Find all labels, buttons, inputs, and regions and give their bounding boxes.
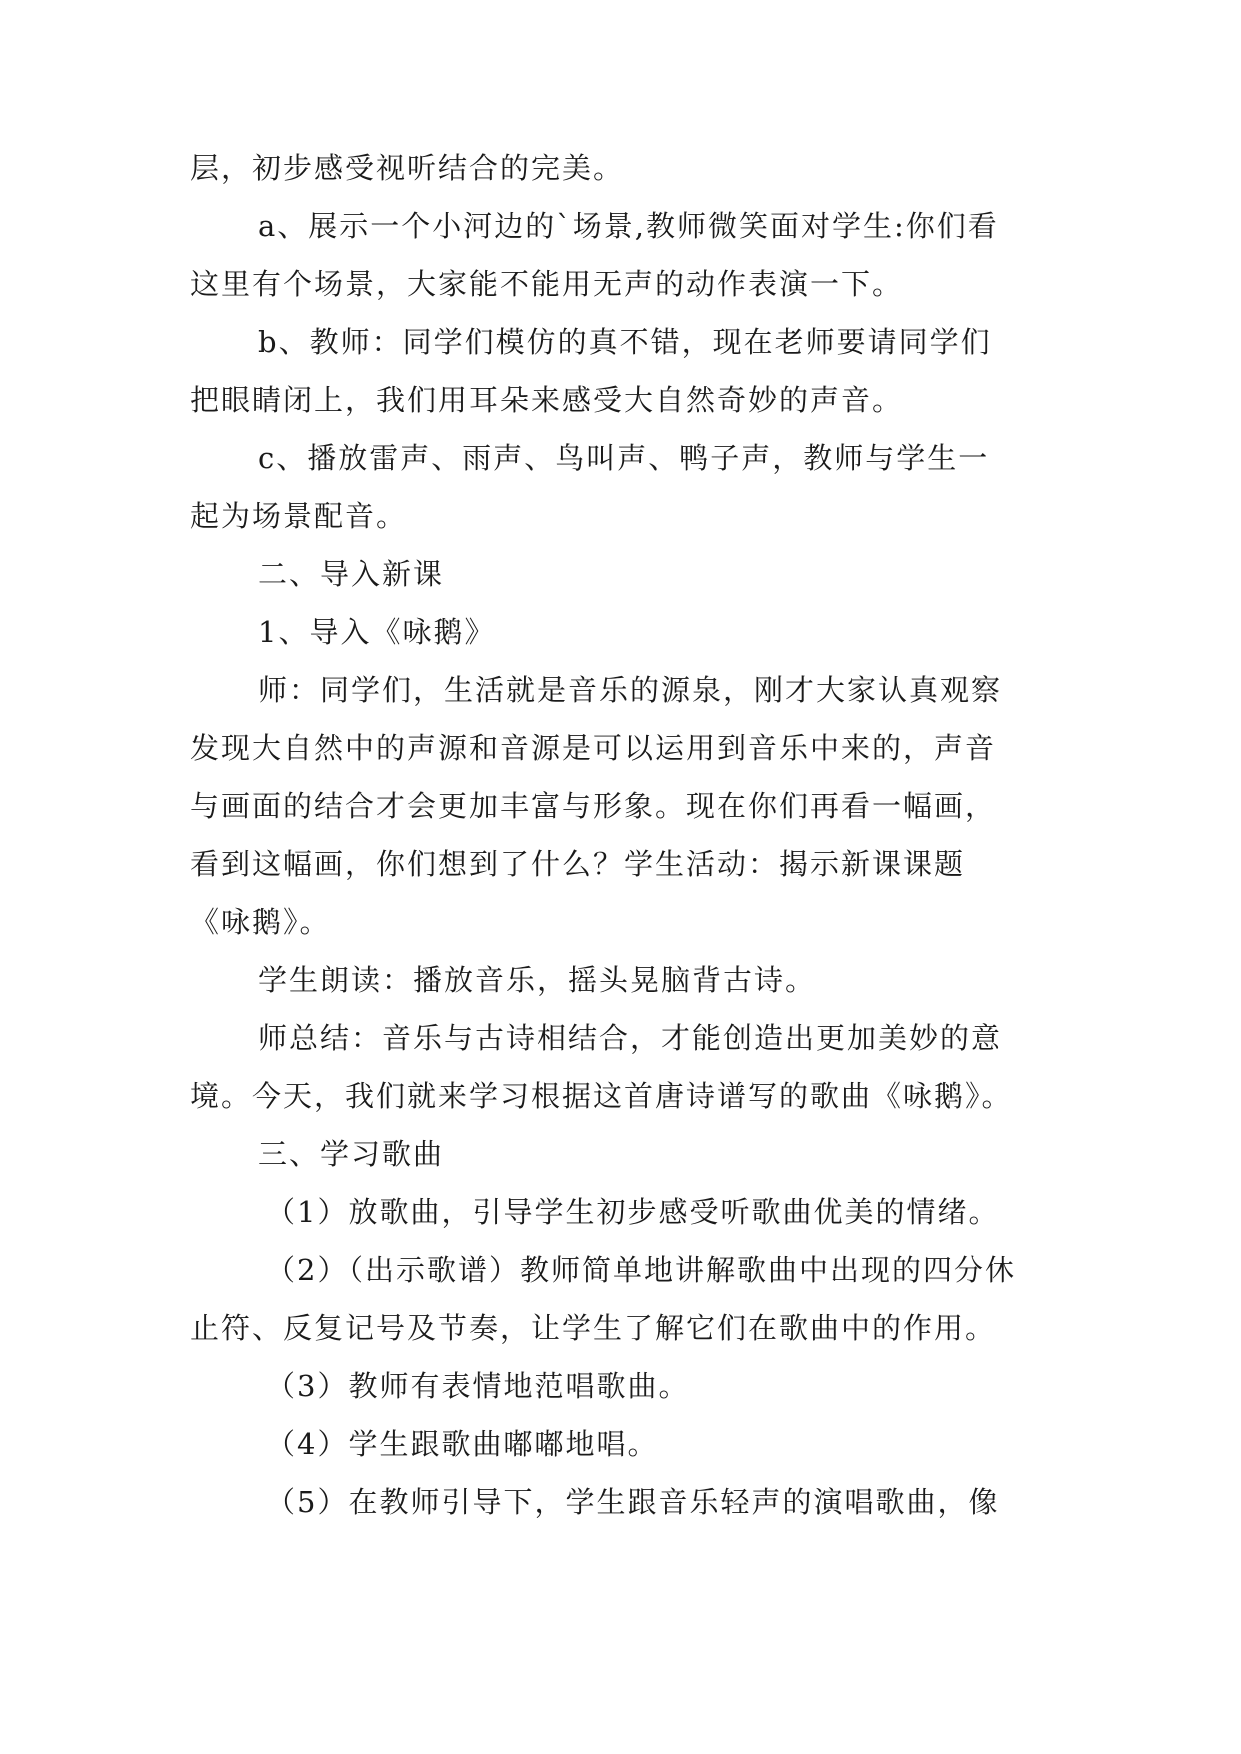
text-line: 与画面的结合才会更加丰富与形象。现在你们再看一幅画， xyxy=(190,789,997,823)
section-heading: 三、学习歌曲 xyxy=(258,1137,445,1171)
text-line: 学生朗读：播放音乐，摇头晃脑背古诗。 xyxy=(258,963,817,997)
list-item: （1）放歌曲，引导学生初步感受听歌曲优美的情绪。 xyxy=(266,1195,1000,1229)
list-item: （3）教师有表情地范唱歌曲。 xyxy=(266,1369,690,1403)
text-line: 把眼睛闭上，我们用耳朵来感受大自然奇妙的声音。 xyxy=(190,383,904,417)
text-line: c、播放雷声、雨声、鸟叫声、鸭子声，教师与学生一 xyxy=(258,441,990,475)
section-heading: 二、导入新课 xyxy=(258,557,445,591)
text-line: b、教师：同学们模仿的真不错，现在老师要请同学们 xyxy=(258,325,992,359)
text-line: 这里有个场景，大家能不能用无声的动作表演一下。 xyxy=(190,267,904,301)
text-line: 师总结：音乐与古诗相结合，才能创造出更加美妙的意 xyxy=(258,1021,1003,1055)
text-line: 止符、反复记号及节奏，让学生了解它们在歌曲中的作用。 xyxy=(190,1311,997,1345)
text-line: a、展示一个小河边的`场景,教师微笑面对学生:你们看 xyxy=(258,209,999,243)
list-item: （2）（出示歌谱）教师简单地讲解歌曲中出现的四分休 xyxy=(266,1253,1016,1287)
subsection-heading: 1、导入《咏鹅》 xyxy=(258,615,496,649)
text-line: 层，初步感受视听结合的完美。 xyxy=(190,151,625,185)
text-line: 发现大自然中的声源和音源是可以运用到音乐中来的，声音 xyxy=(190,731,997,765)
list-item: （4）学生跟歌曲嘟嘟地唱。 xyxy=(266,1427,659,1461)
text-line: 起为场景配音。 xyxy=(190,499,408,533)
text-line: 境。今天，我们就来学习根据这首唐诗谱写的歌曲《咏鹅》。 xyxy=(190,1079,1013,1113)
list-item: （5）在教师引导下，学生跟音乐轻声的演唱歌曲，像 xyxy=(266,1485,1000,1519)
text-line: 师：同学们，生活就是音乐的源泉，刚才大家认真观察 xyxy=(258,673,1003,707)
text-line: 看到这幅画，你们想到了什么？学生活动：揭示新课课题 xyxy=(190,847,966,881)
text-line: 《咏鹅》。 xyxy=(190,905,331,939)
